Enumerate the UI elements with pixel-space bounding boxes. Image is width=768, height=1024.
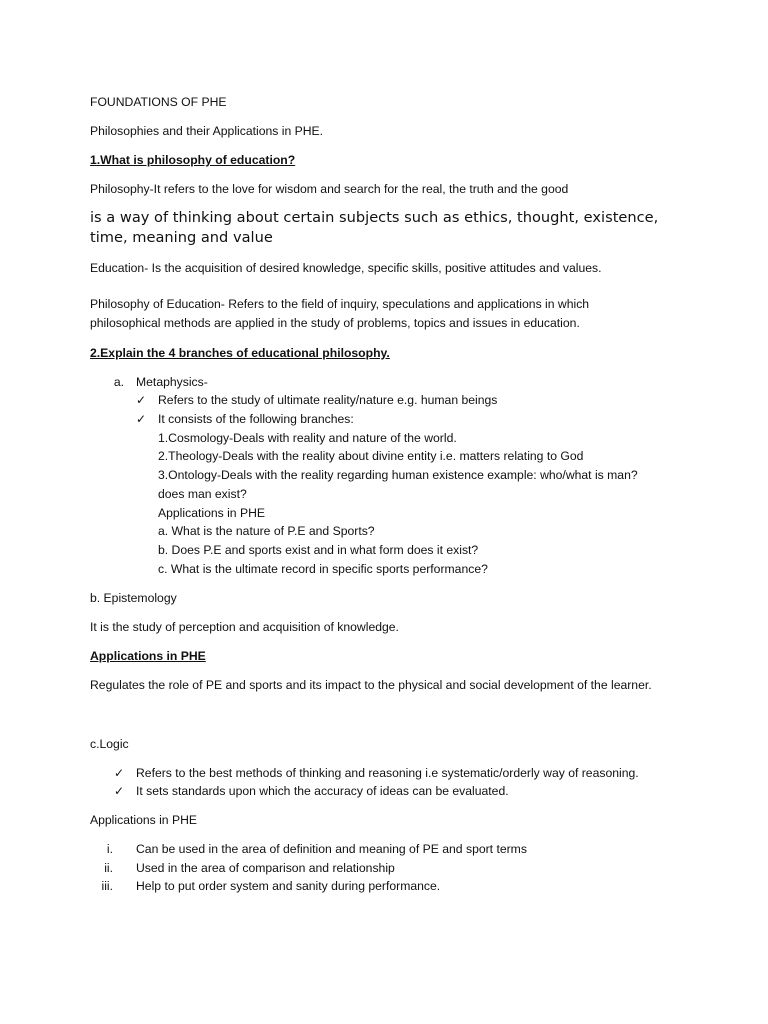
logic-application-item: Help to put order system and sanity during performance. <box>136 879 441 893</box>
checkmark-icon: ✓ <box>114 766 125 780</box>
question-2-heading: 2.Explain the 4 branches of educational philosophy. <box>90 346 390 360</box>
checkmark-icon: ✓ <box>136 412 147 426</box>
epistemology-heading: b. Epistemology <box>90 591 177 605</box>
metaphysics-sub-line: 3.Ontology-Deals with the reality regarding human existence example: who/what is man? <box>158 468 638 482</box>
roman-numeral-marker: ii. <box>104 861 113 875</box>
logic-bullet: It sets standards upon which the accuracy of ideas can be evaluated. <box>136 784 509 798</box>
epistemology-applications-text: Regulates the role of PE and sports and its impact to the physical and social development of the learner. <box>90 678 652 692</box>
education-definition: Education- Is the acquisition of desired knowledge, specific skills, positive attitudes and values. <box>90 261 602 275</box>
logic-application-item: Can be used in the area of definition and meaning of PE and sport terms <box>136 842 527 856</box>
epistemology-applications-heading: Applications in PHE <box>90 649 206 663</box>
epistemology-definition: It is the study of perception and acquisition of knowledge. <box>90 620 399 634</box>
metaphysics-bullet: Refers to the study of ultimate reality/nature e.g. human beings <box>158 393 498 407</box>
metaphysics-label: Metaphysics- <box>136 375 208 389</box>
metaphysics-sub-line: 2.Theology-Deals with the reality about divine entity i.e. matters relating to God <box>158 449 584 463</box>
metaphysics-sub-line: b. Does P.E and sports exist and in what form does it exist? <box>158 543 479 557</box>
logic-application-item: Used in the area of comparison and relationship <box>136 861 395 875</box>
roman-numeral-marker: iii. <box>101 879 113 893</box>
document-subtitle: Philosophies and their Applications in PHE. <box>90 124 324 138</box>
philosophy-of-education-line-1: Philosophy of Education- Refers to the field of inquiry, speculations and applications in which <box>90 297 590 311</box>
philosophy-extra-line-1: is a way of thinking about certain subjects such as ethics, thought, existence, <box>90 209 659 226</box>
logic-applications-heading: Applications in PHE <box>90 813 198 827</box>
metaphysics-sub-line: Applications in PHE <box>158 506 266 520</box>
philosophy-of-education-line-2: philosophical methods are applied in the study of problems, topics and issues in education. <box>90 316 580 330</box>
logic-bullet: Refers to the best methods of thinking and reasoning i.e systematic/orderly way of reasoning. <box>136 766 639 780</box>
philosophy-extra-line-2: time, meaning and value <box>90 229 273 246</box>
roman-numeral-marker: i. <box>106 842 113 856</box>
metaphysics-sub-line: c. What is the ultimate record in specific sports performance? <box>158 562 488 576</box>
philosophy-definition: Philosophy-It refers to the love for wisdom and search for the real, the truth and the good <box>90 182 569 196</box>
metaphysics-bullet: It consists of the following branches: <box>158 412 354 426</box>
checkmark-icon: ✓ <box>136 393 147 407</box>
metaphysics-sub-line: a. What is the nature of P.E and Sports? <box>158 524 375 538</box>
checkmark-icon: ✓ <box>114 784 125 798</box>
metaphysics-sub-line: does man exist? <box>158 487 247 501</box>
question-1-heading: 1.What is philosophy of education? <box>90 153 296 167</box>
metaphysics-sub-line: 1.Cosmology-Deals with reality and nature of the world. <box>158 431 457 445</box>
document-title: FOUNDATIONS OF PHE <box>90 95 227 109</box>
metaphysics-marker: a. <box>113 375 124 389</box>
logic-heading: c.Logic <box>90 737 129 751</box>
